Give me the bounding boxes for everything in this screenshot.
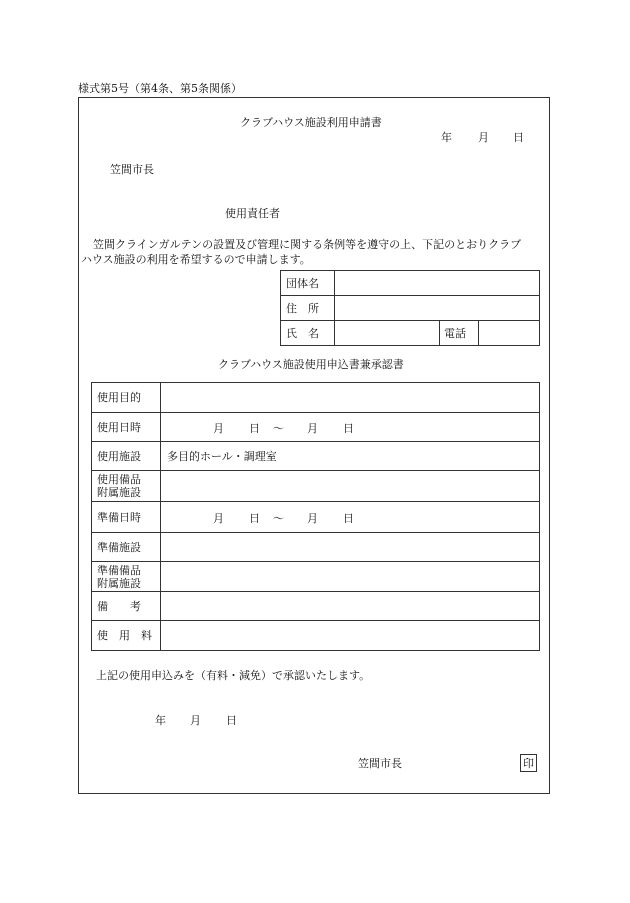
- use-day2-unit: 日: [343, 422, 354, 435]
- approval-title: クラブハウス施設使用申込書兼承認書: [218, 358, 404, 371]
- address-label: 住 所: [281, 296, 335, 321]
- name-label: 氏 名: [281, 321, 335, 346]
- table-row: [92, 442, 540, 471]
- facility-value: 多目的ホール・調理室: [161, 442, 540, 471]
- prep-equipment-label-line1: 準備備品: [97, 563, 141, 577]
- use-range-tilde: ～: [273, 422, 284, 435]
- remarks-field[interactable]: [161, 592, 540, 621]
- use-month-unit: 月: [213, 422, 224, 435]
- prep-day2-unit: 日: [343, 512, 354, 525]
- remarks-label: 備 考: [92, 592, 161, 621]
- purpose-field[interactable]: [161, 383, 540, 413]
- approval-table: [91, 382, 540, 651]
- body-text-line1: 笠間クラインガルテンの設置及び管理に関する条例等を遵守の上、下記のとおりクラブ: [93, 238, 522, 251]
- prep-month-unit: 月: [213, 512, 224, 525]
- prep-datetime-field[interactable]: [161, 502, 540, 533]
- form-number: 様式第5号（第4条、第5条関係）: [78, 82, 242, 95]
- table-row: [92, 383, 540, 413]
- prep-equipment-field[interactable]: [161, 562, 540, 592]
- date-month: 月: [478, 131, 489, 144]
- addressee: 笠間市長: [110, 163, 154, 176]
- approval-statement: 上記の使用申込みを（有料・減免）で承認いたします。: [96, 669, 371, 682]
- prep-range-tilde: ～: [273, 512, 284, 525]
- name-field[interactable]: [335, 321, 440, 346]
- date-day: 日: [513, 131, 524, 144]
- prep-datetime-label: 準備日時: [92, 502, 161, 533]
- group-name-field[interactable]: [335, 271, 540, 296]
- table-row: [92, 592, 540, 621]
- sign-year: 年: [155, 714, 166, 727]
- prep-facility-field[interactable]: [161, 533, 540, 562]
- table-row: [92, 413, 540, 442]
- date-year: 年: [441, 131, 452, 144]
- fee-label: 使 用 料: [92, 621, 161, 651]
- responsible-person-label: 使用責任者: [225, 207, 280, 220]
- facility-label: 使用施設: [92, 442, 161, 471]
- equipment-label-line2: 附属施設: [97, 486, 141, 499]
- phone-field[interactable]: [479, 321, 540, 346]
- application-title: クラブハウス施設利用申請書: [240, 116, 382, 129]
- body-text-line2: ハウス施設の利用を希望するので申請します。: [81, 253, 311, 266]
- group-name-label: 団体名: [281, 271, 335, 296]
- equipment-label: [92, 471, 161, 502]
- prep-facility-label: 準備施設: [92, 533, 161, 562]
- use-month2-unit: 月: [307, 422, 318, 435]
- phone-label: 電話: [440, 321, 479, 346]
- applicant-table: [280, 270, 540, 346]
- prep-month2-unit: 月: [307, 512, 318, 525]
- seal-mark: 印: [520, 754, 537, 772]
- table-row: [92, 562, 540, 592]
- equipment-field[interactable]: [161, 471, 540, 502]
- table-row: [92, 471, 540, 502]
- signatory: 笠間市長: [358, 757, 402, 770]
- address-field[interactable]: [335, 296, 540, 321]
- table-row: [92, 533, 540, 562]
- table-row: [92, 621, 540, 651]
- use-datetime-field[interactable]: [161, 413, 540, 442]
- use-day-unit: 日: [249, 422, 260, 435]
- use-datetime-label: 使用日時: [92, 413, 161, 442]
- prep-equipment-label-line2: 附属施設: [97, 576, 141, 590]
- prep-day-unit: 日: [249, 512, 260, 525]
- equipment-label-line1: 使用備品: [97, 473, 141, 486]
- sign-day: 日: [226, 714, 237, 727]
- purpose-label: 使用目的: [92, 383, 161, 413]
- fee-field[interactable]: [161, 621, 540, 651]
- prep-equipment-label: [92, 562, 161, 592]
- sign-month: 月: [190, 714, 201, 727]
- table-row: [92, 502, 540, 533]
